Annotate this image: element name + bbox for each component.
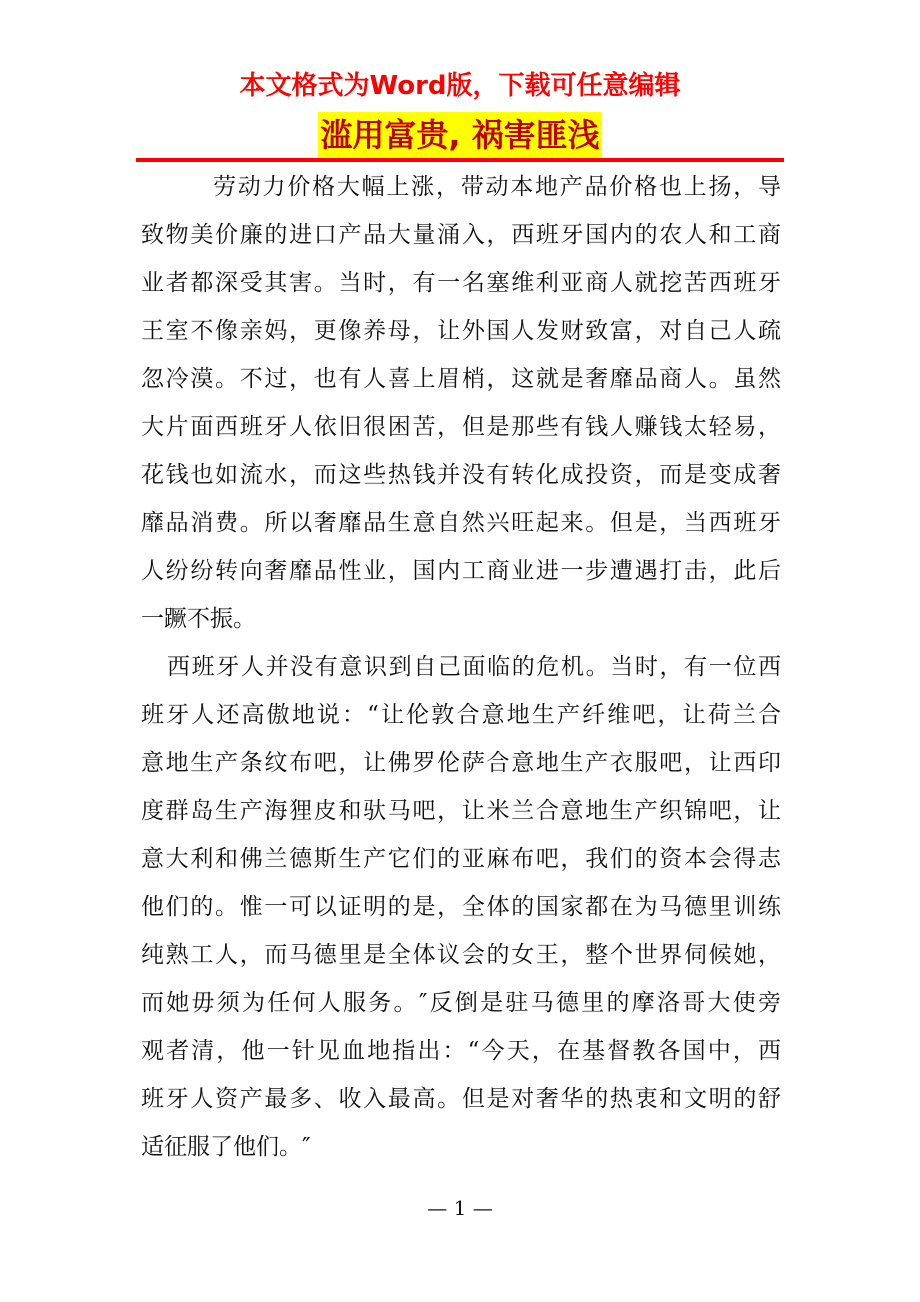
page-number: — 1 — <box>427 1196 493 1220</box>
text-line: 意大利和佛兰德斯生产它们的亚麻布吧，我们的资本会得志 <box>141 846 781 872</box>
text-line: 靡品消费。所以奢靡品生意自然兴旺起来。但是，当西班牙 <box>141 510 781 536</box>
paragraph <box>141 643 781 1171</box>
text-line: 而她毋须为任何人服务。″反倒是驻马德里的摩洛哥大使旁 <box>141 990 781 1016</box>
title-divider <box>136 158 784 162</box>
document-body <box>141 163 781 1171</box>
text-line: 业者都深受其害。当时，有一名塞维利亚商人就挖苦西班牙 <box>141 270 781 296</box>
text-line: 班牙人资产最多、收入最高。但是对奢华的热衷和文明的舒 <box>141 1086 781 1112</box>
text-line: 班牙人还高傲地说：“让伦敦合意地生产纤维吧，让荷兰合 <box>141 702 781 728</box>
format-notice-banner: 本文格式为Word版，下载可任意编辑 <box>239 71 681 101</box>
text-line: 劳动力价格大幅上涨，带动本地产品价格也上扬，导 <box>213 174 781 200</box>
text-line: 花钱也如流水，而这些热钱并没有转化成投资，而是变成奢 <box>141 462 781 488</box>
paragraph <box>141 163 781 643</box>
text-line: 大片面西班牙人依旧很困苦，但是那些有钱人赚钱太轻易， <box>141 414 781 440</box>
title-container <box>0 112 920 158</box>
text-line: 度群岛生产海狸皮和驮马吧，让米兰合意地生产织锦吧，让 <box>141 798 781 824</box>
text-line: 纯熟工人，而马德里是全体议会的女王，整个世界伺候她， <box>141 942 781 968</box>
text-line: 他们的。惟一可以证明的是，全体的国家都在为马德里训练 <box>141 894 781 920</box>
text-line: 西班牙人并没有意识到自己面临的危机。当时，有一位西 <box>167 654 781 680</box>
text-line: 适征服了他们。″ <box>141 1134 311 1160</box>
text-line: 一蹶不振。 <box>141 606 256 632</box>
text-line: 忽冷漠。不过，也有人喜上眉梢，这就是奢靡品商人。虽然 <box>141 366 781 392</box>
text-line: 王室不像亲妈，更像养母，让外国人发财致富，对自己人疏 <box>141 318 781 344</box>
document-title: 滥用富贵, 祸害匪浅 <box>318 112 601 158</box>
text-line: 观者清，他一针见血地指出：“今天，在基督教各国中，西 <box>141 1038 781 1064</box>
text-line: 致物美价廉的进口产品大量涌入，西班牙国内的农人和工商 <box>141 222 781 248</box>
text-line: 人纷纷转向奢靡品性业，国内工商业进一步遭遇打击，此后 <box>141 558 781 584</box>
text-line: 意地生产条纹布吧，让佛罗伦萨合意地生产衣服吧，让西印 <box>141 750 781 776</box>
